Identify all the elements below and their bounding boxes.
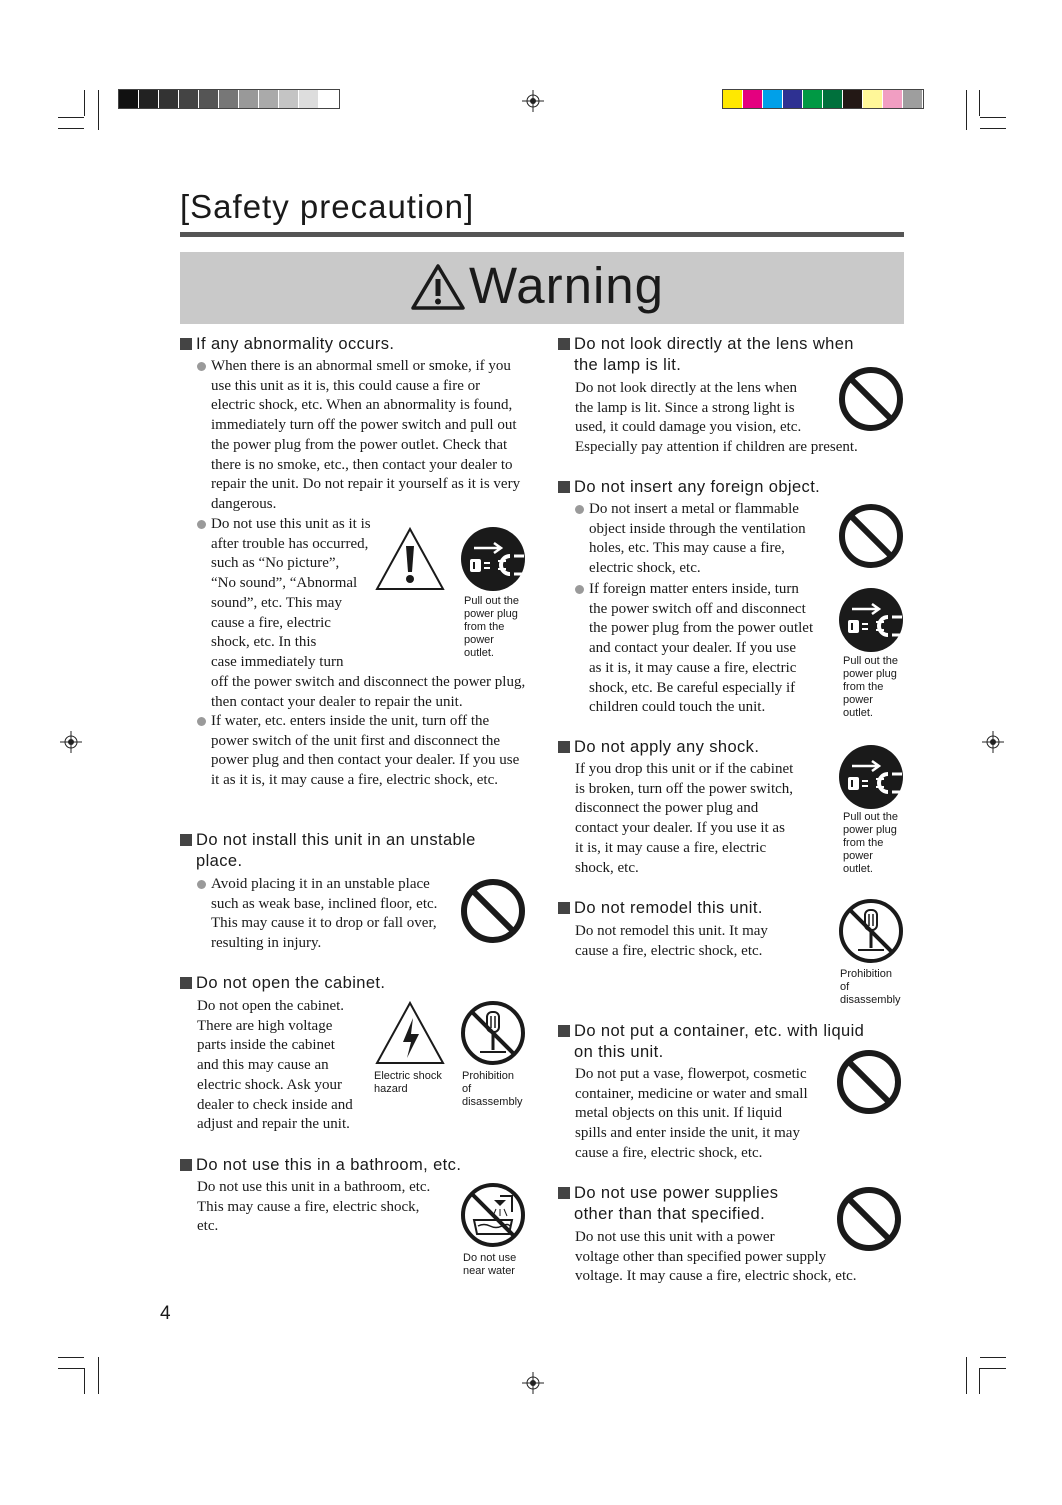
color-swatch — [843, 90, 863, 108]
crop-mark — [58, 117, 84, 118]
text-line: adjust and repair the unit. — [197, 1116, 350, 1133]
crop-mark — [58, 128, 84, 129]
color-swatch — [743, 90, 763, 108]
crop-mark — [966, 90, 967, 130]
section-heading: Do not insert any foreign object. — [558, 477, 903, 498]
caption-line: Prohibition — [840, 968, 892, 980]
color-swatch — [179, 90, 199, 108]
section-heading: Do not look directly at the lens when the lamp is lit. — [558, 334, 903, 376]
page-number: 4 — [160, 1303, 171, 1324]
prohibition-icon — [838, 503, 904, 569]
caption-line: power — [464, 634, 494, 646]
text-line: cause a fire, electric shock, etc. — [575, 942, 763, 959]
text-line: voltage. It may cause a fire, electric shock, etc. — [575, 1268, 857, 1285]
body-text — [197, 997, 377, 1135]
caption-line: near water — [463, 1265, 515, 1277]
caption-line: disassembly — [462, 1096, 523, 1108]
color-swatch — [159, 90, 179, 108]
icon-caption — [463, 1252, 543, 1278]
text-line: shock, etc. Be careful especially if — [589, 679, 796, 696]
caption-line: power plug — [843, 824, 897, 836]
crop-mark — [98, 1357, 99, 1394]
text-line: spills and enter inside the unit, it may — [575, 1125, 800, 1142]
pull-plug-icon — [460, 526, 526, 592]
text-line: Do not use this unit with a power — [575, 1229, 775, 1245]
color-swatch — [279, 90, 299, 108]
crop-mark — [58, 1368, 84, 1369]
caption-line: Pull out the — [843, 655, 899, 667]
section-heading: Do not remodel this unit. — [558, 898, 903, 919]
icon-caption — [840, 968, 920, 1007]
text-line: If foreign matter enters inside, turn — [589, 581, 799, 597]
caption-line: power — [843, 850, 873, 862]
text-line: disconnect the power plug and — [575, 800, 759, 817]
section-heading: If any abnormality occurs. — [180, 334, 520, 355]
text-line: Do not look directly at the lens when — [575, 380, 798, 396]
text-line: “No sound”, “Abnormal — [211, 575, 358, 592]
body-text — [575, 922, 835, 961]
text-line: the power plug from the power outlet — [589, 620, 814, 637]
section-heading: Do not use this in a bathroom, etc. — [180, 1155, 525, 1176]
prohibition-icon — [838, 366, 904, 432]
crop-mark — [84, 90, 85, 116]
crop-mark — [980, 117, 1006, 118]
bullet-metal-object — [589, 500, 839, 579]
text-line: cause a fire, electric shock, etc. — [575, 1144, 763, 1161]
text-line: etc. — [197, 1218, 219, 1235]
text-line: used, it could damage you vision, etc. — [575, 419, 802, 436]
bullet-no-picture — [211, 515, 386, 673]
icon-caption — [464, 595, 534, 660]
caption-line: from the — [464, 621, 505, 633]
electric-shock-icon — [374, 1000, 446, 1066]
section-heading: Do not use power supplies other than that specified. — [558, 1183, 838, 1225]
caption-line: from the — [843, 837, 884, 849]
color-swatch — [903, 90, 923, 108]
registration-mark-icon — [522, 1372, 544, 1394]
icon-caption — [374, 1070, 454, 1096]
text-line: the lamp is lit. Since a strong light is — [575, 399, 795, 416]
text-line: it is, it may cause a fire, electric — [575, 839, 767, 856]
text-line: holes, etc. This may cause a fire, — [589, 540, 785, 557]
caption-line: hazard — [374, 1083, 408, 1095]
bullet-abnormal-smell: When there is an abnormal smell or smoke, if you use this unit as it is, this could cause a fire or electric shock, etc. When an abnormality is found, immediately turn off the power switch and pull out the power plug from the power outlet. Check that there is no smoke, etc., then contact your dealer to repair the unit. Do not repair it yourself as it is very dangerous. — [211, 357, 527, 515]
gray-color-bar — [118, 89, 340, 109]
bullet-unstable-place: Avoid placing it in an unstable place such as weak base, inclined floor, etc. This may cause it to drop or fall over, resulting in injury. — [211, 875, 456, 954]
crop-mark — [980, 1368, 1006, 1369]
color-swatch — [723, 90, 743, 108]
caption-line: power — [843, 694, 873, 706]
icon-caption — [462, 1070, 542, 1109]
text-line: cause a fire, electric — [211, 614, 331, 631]
color-swatch — [319, 90, 339, 108]
prohibition-icon — [460, 878, 526, 944]
registration-mark-icon — [522, 90, 544, 112]
body-text — [575, 1065, 840, 1164]
text-line: metal objects on this unit. If liquid — [575, 1105, 783, 1122]
text-line: dealer to check inside and — [197, 1096, 353, 1113]
crop-mark — [980, 1357, 1006, 1358]
color-swatch — [139, 90, 159, 108]
prohibition-icon — [836, 1186, 902, 1252]
color-swatch — [299, 90, 319, 108]
text-line: children could touch the unit. — [589, 699, 766, 716]
color-swatch — [803, 90, 823, 108]
color-bar — [722, 89, 924, 109]
crop-mark — [84, 1368, 85, 1394]
color-swatch — [783, 90, 803, 108]
text-line: sound”, etc. This may — [211, 594, 342, 611]
text-line: and contact your dealer. If you use — [589, 640, 797, 657]
text-line: the power switch off and disconnect — [589, 600, 806, 617]
text-line: parts inside the cabinet — [197, 1037, 335, 1054]
text-line: If you drop this unit or if the cabinet — [575, 761, 794, 777]
text-line: electric shock, etc. — [589, 560, 701, 577]
caption-line: Do not use — [463, 1252, 517, 1264]
caption-line: Prohibition — [462, 1070, 514, 1082]
caption-line: disassembly — [840, 994, 901, 1006]
text-line: electric shock. Ask your — [197, 1076, 342, 1093]
text-line: Do not use this unit as it is — [211, 516, 371, 532]
crop-mark — [98, 90, 99, 130]
prohibition-icon — [836, 1049, 902, 1115]
caption-line: of — [840, 981, 850, 993]
body-text — [575, 760, 835, 878]
no-disassembly-icon — [460, 1000, 526, 1066]
text-line: contact your dealer. If you use it as — [575, 820, 785, 837]
text-line: object inside through the ventilation — [589, 520, 806, 537]
caption-line: outlet. — [843, 863, 873, 875]
warning-heading: Warning — [469, 257, 665, 314]
color-swatch — [763, 90, 783, 108]
color-swatch — [259, 90, 279, 108]
color-swatch — [119, 90, 139, 108]
caption-line: from the — [843, 681, 884, 693]
caption-line: of — [462, 1083, 472, 1095]
registration-mark-icon — [982, 731, 1004, 753]
color-swatch — [219, 90, 239, 108]
caption-line: power plug — [464, 608, 518, 620]
section-heading: Do not open the cabinet. — [180, 973, 525, 994]
section-heading: Do not install this unit in an unstable place. — [180, 830, 525, 872]
icon-caption — [843, 655, 913, 720]
caption-line: power plug — [843, 668, 897, 680]
text-line: after trouble has occurred, — [211, 535, 369, 552]
caption-line: outlet. — [843, 707, 873, 719]
color-swatch — [823, 90, 843, 108]
crop-mark — [966, 1357, 967, 1394]
text-line: voltage other than specified power supply — [575, 1248, 827, 1265]
color-swatch — [883, 90, 903, 108]
text-line: There are high voltage — [197, 1017, 333, 1034]
color-swatch — [239, 90, 259, 108]
text-line: Do not insert a metal or flammable — [589, 501, 799, 517]
crop-mark — [58, 1357, 84, 1358]
body-text — [197, 1178, 457, 1237]
caption-line: Electric shock — [374, 1070, 442, 1082]
crop-mark — [980, 128, 1006, 129]
crop-mark — [979, 90, 980, 116]
text-line: Do not use this unit in a bathroom, etc. — [197, 1179, 431, 1195]
text-line: shock, etc. — [575, 859, 639, 876]
color-swatch — [199, 90, 219, 108]
no-disassembly-icon — [838, 898, 904, 964]
text-line: This may cause a fire, electric shock, — [197, 1198, 420, 1215]
section-heading: Do not put a container, etc. with liquid on this unit. — [558, 1021, 903, 1063]
text-line: is broken, turn off the power switch, — [575, 780, 794, 797]
registration-mark-icon — [60, 731, 82, 753]
text-line: as it is, it may cause a fire, electric — [589, 659, 797, 676]
text-line: Especially pay attention if children are present. — [575, 439, 858, 456]
text-line: and this may cause an — [197, 1057, 329, 1074]
caption-line: Pull out the — [464, 595, 520, 607]
text-line: case immediately turn — [211, 653, 344, 670]
text-line: Do not put a vase, flowerpot, cosmetic — [575, 1066, 807, 1082]
crop-mark — [979, 1368, 980, 1394]
text-line: container, medicine or water and small — [575, 1085, 808, 1102]
text-line: such as “No picture”, — [211, 555, 340, 572]
bullet-foreign-matter — [589, 580, 839, 718]
icon-caption — [843, 811, 913, 876]
pull-plug-icon — [838, 587, 904, 653]
bullet-no-picture-continued: off the power switch and disconnect the power plug, then contact your dealer to repair the unit. — [211, 674, 526, 710]
text-line: Do not remodel this unit. It may — [575, 923, 768, 939]
bullet-water-enters: If water, etc. enters inside the unit, turn off the power switch of the unit first and disconnect the power plug and then contact your dealer. If you use it as it is, it may cause a fire, electric shock, etc. — [211, 712, 527, 791]
page-title: [Safety precaution] — [180, 188, 475, 225]
caption-line: outlet. — [464, 647, 494, 659]
text-line: shock, etc. In this — [211, 634, 317, 651]
section-heading: Do not apply any shock. — [558, 737, 903, 758]
warning-triangle-icon — [410, 263, 466, 311]
color-swatch — [863, 90, 883, 108]
caption-line: Pull out the — [843, 811, 899, 823]
title-rule — [180, 232, 904, 237]
no-water-icon — [460, 1182, 526, 1248]
warning-triangle-icon — [374, 526, 446, 592]
text-line: Do not open the cabinet. — [197, 998, 345, 1014]
pull-plug-icon — [838, 744, 904, 810]
